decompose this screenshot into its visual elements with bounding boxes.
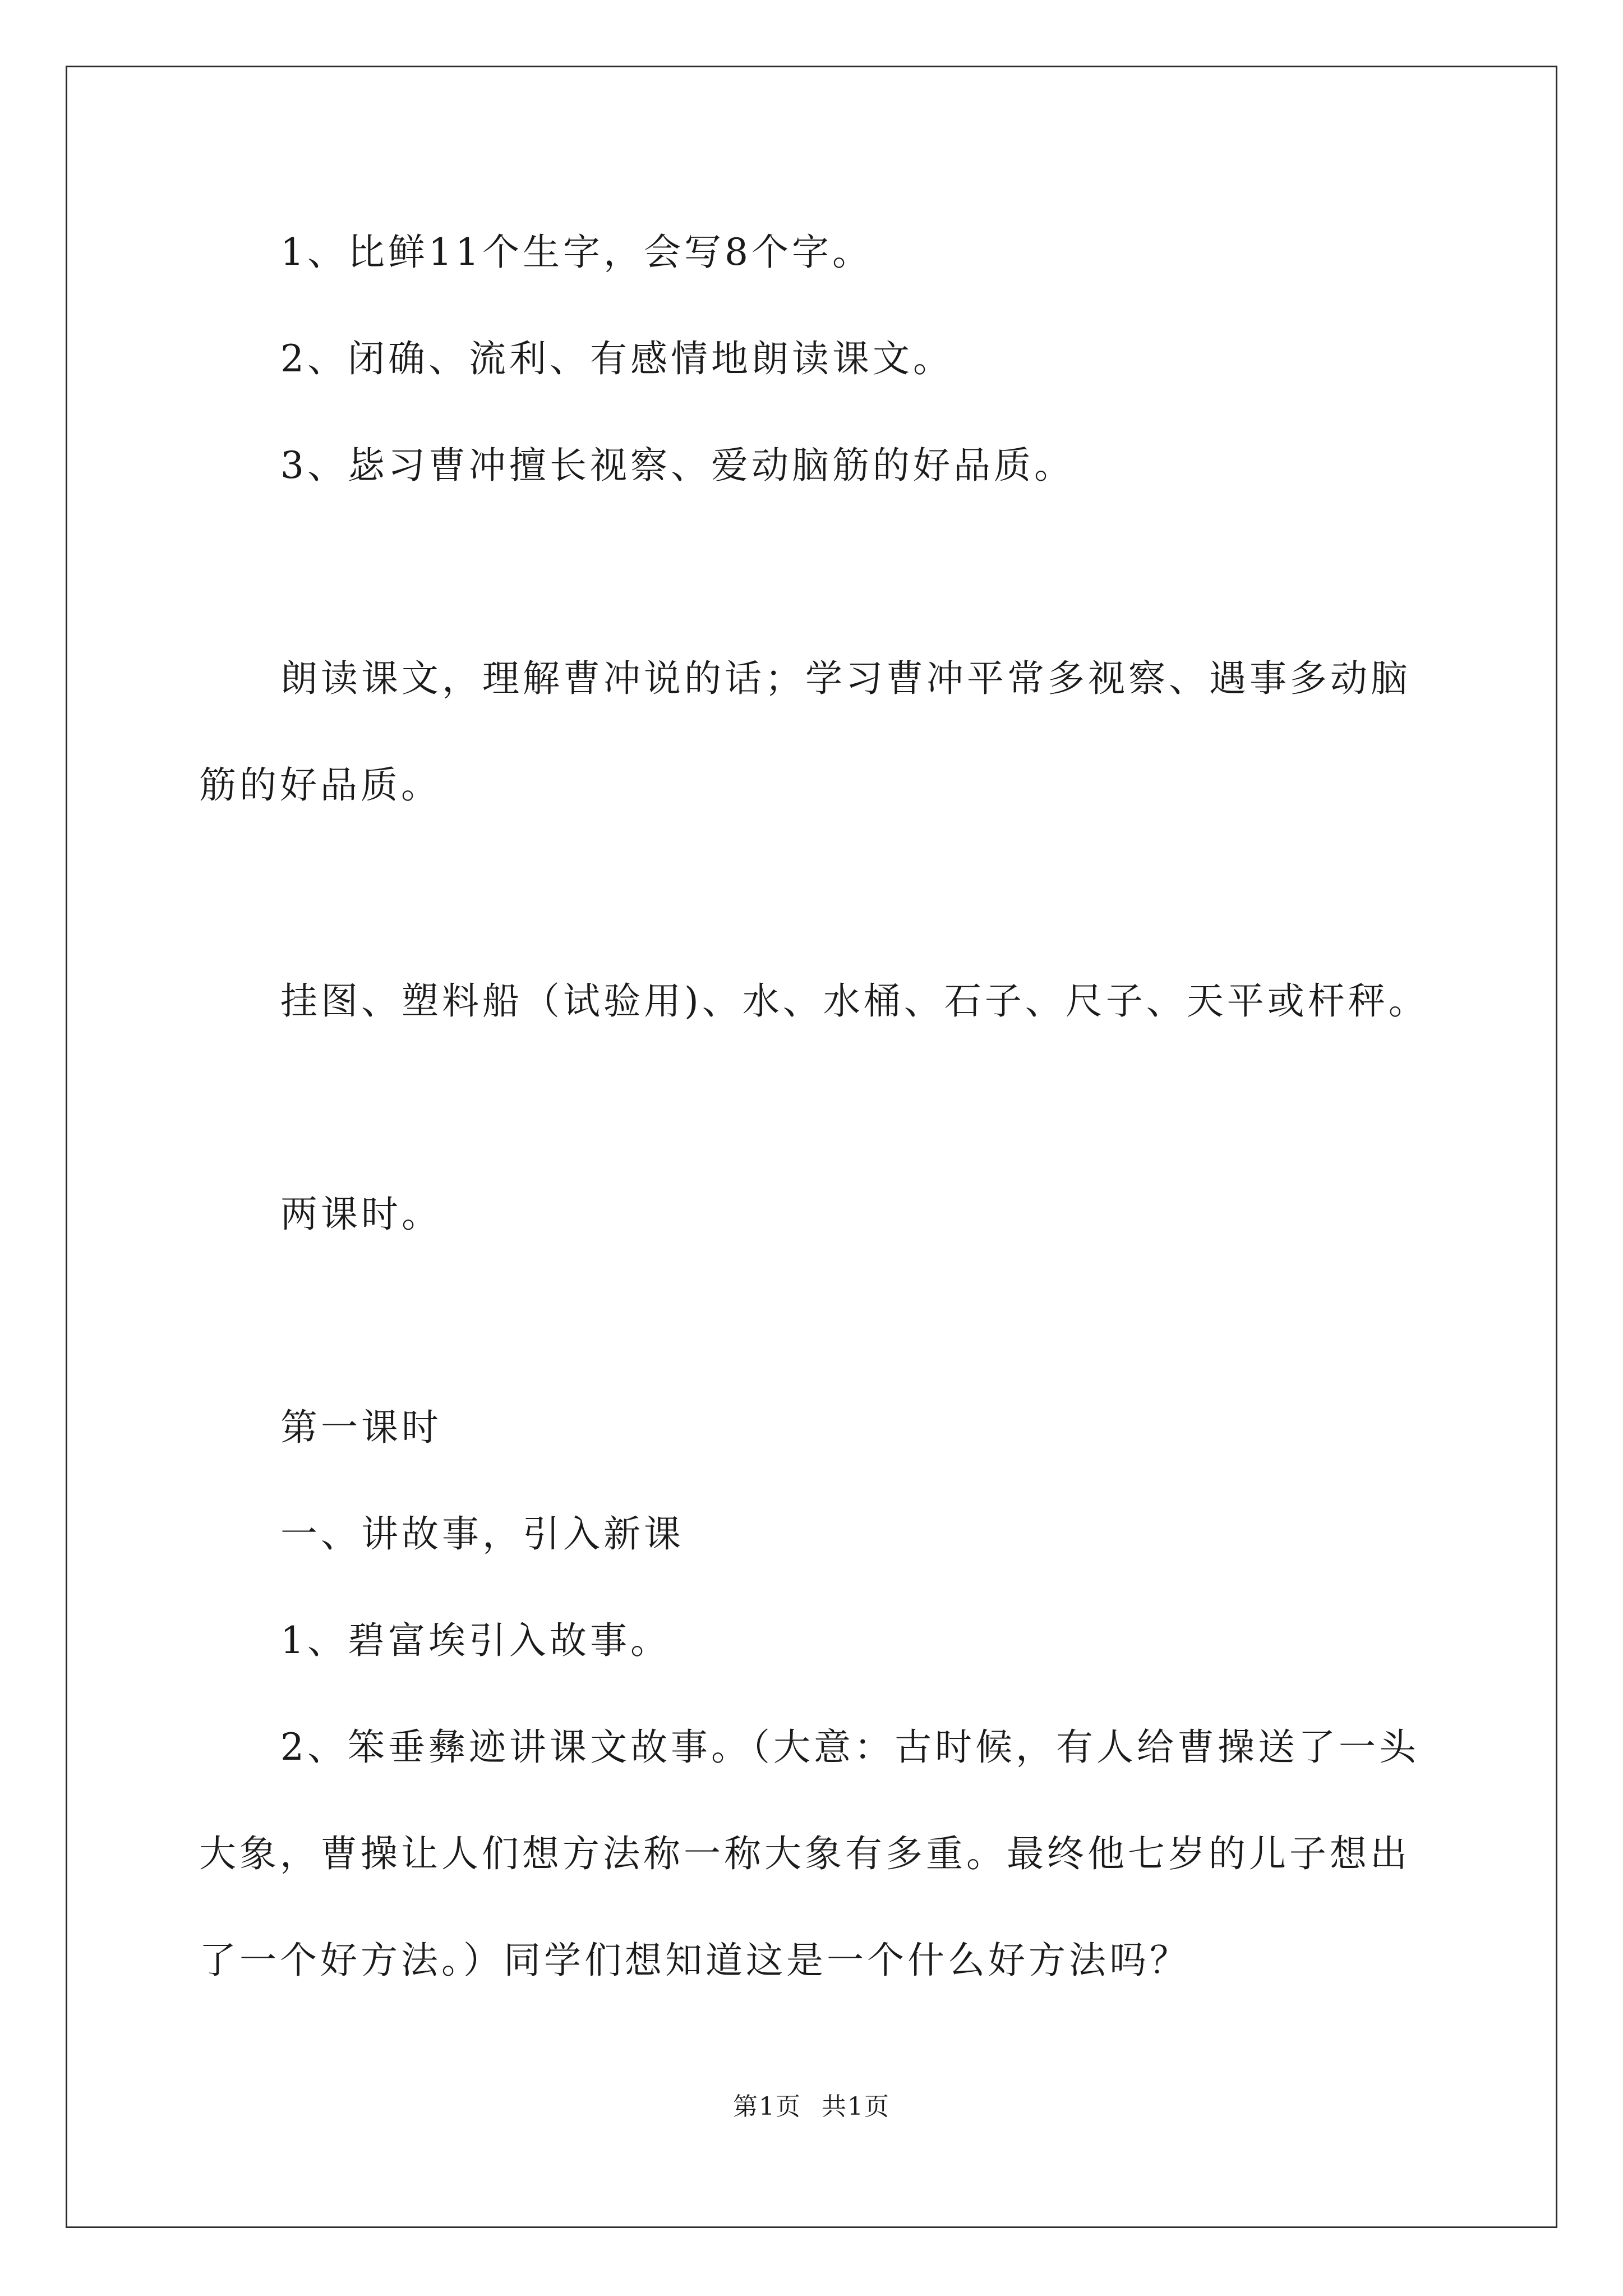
step-1: 1、碧富埃引入故事。 bbox=[280, 1619, 671, 1662]
key-points-line-1: 朗读课文，理解曹冲说的话；学习曹冲平常多视察、遇事多动脑 bbox=[280, 657, 1411, 700]
step-2-line-2: 大象，曹操让人们想方法称一称大象有多重。最终他七岁的儿子想出 bbox=[199, 1832, 1410, 1875]
lesson-title: 第一课时 bbox=[280, 1406, 442, 1449]
duration-text: 两课时。 bbox=[280, 1193, 442, 1236]
objective-1: 1、比鲜11个生字，会写8个字。 bbox=[280, 231, 873, 274]
section-title: 一、讲故事，引入新课 bbox=[280, 1512, 684, 1556]
page-total: 共1页 bbox=[822, 2092, 890, 2121]
materials-text: 挂图、塑料船（试验用)、水、水桶、石子、尺子、天平或杆秤。 bbox=[280, 979, 1429, 1023]
objective-2: 2、闭确、流利、有感情地朗读课文。 bbox=[280, 337, 953, 380]
page-footer bbox=[0, 2091, 1623, 2123]
page-border bbox=[66, 66, 1557, 2228]
page-number: 第1页 bbox=[733, 2092, 801, 2121]
step-2-line-1: 2、笨垂彝迹讲课文故事。（大意：古时候，有人给曹操送了一头 bbox=[280, 1726, 1419, 1769]
objective-3: 3、毖习曹冲擅长视察、爱动脑筋的好品质。 bbox=[280, 444, 1075, 487]
step-2-line-3: 了一个好方法。）同学们想知道这是一个什么好方法吗？ bbox=[199, 1939, 1190, 1982]
key-points-line-2: 筋的好品质。 bbox=[199, 763, 441, 807]
